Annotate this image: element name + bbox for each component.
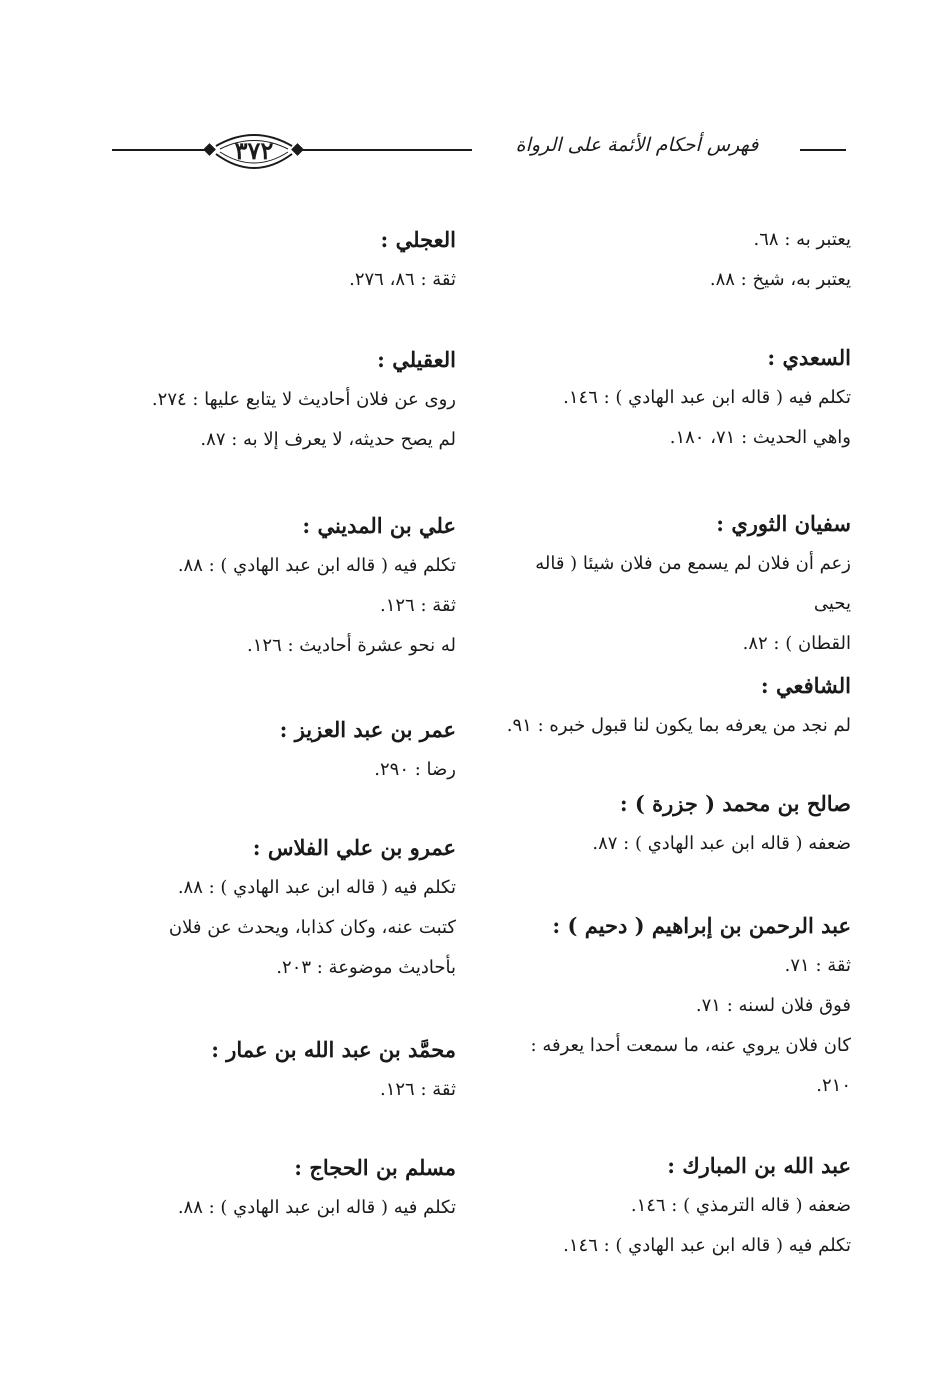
entry-line: كان فلان يروي عنه، ما سمعت أحدا يعرفه : <box>530 1035 851 1056</box>
narrator-name: عمر بن عبد العزيز : <box>279 717 456 742</box>
index-entry <box>495 784 851 864</box>
narrator-name: علي بن المديني : <box>302 513 456 538</box>
entry-line: ثقة : ٧١. <box>784 955 851 976</box>
narrator-name: محمَّد بن عبد الله بن عمار : <box>211 1037 456 1062</box>
entry-line: ثقة : ١٢٦. <box>379 1079 456 1100</box>
index-entry <box>100 220 456 300</box>
entry-line: له نحو عشرة أحاديث : ١٢٦. <box>247 635 456 656</box>
entry-line: يعتبر به، شيخ : ٨٨. <box>709 269 851 290</box>
entry-line: تكلم فيه ( قاله ابن عبد الهادي ) : ٨٨. <box>177 555 456 576</box>
entry-line: يعتبر به : ٦٨. <box>753 229 851 250</box>
entry-line: القطان ) : ٨٢. <box>742 633 851 654</box>
entry-line: ضعفه ( قاله ابن عبد الهادي ) : ٨٧. <box>592 833 851 854</box>
narrator-name: الشافعي : <box>760 673 851 698</box>
index-entry <box>495 338 851 458</box>
narrator-name: العقيلي : <box>377 347 456 372</box>
entry-line: ثقة : ١٢٦. <box>379 595 456 616</box>
header-rule-middle <box>300 149 472 151</box>
index-entry <box>495 666 851 746</box>
page-number: ٣٧٢ <box>234 136 274 165</box>
narrator-name: عبد الرحمن بن إبراهيم ( دحيم ) : <box>552 913 851 938</box>
index-entry <box>495 906 851 1106</box>
entry-line: تكلم فيه ( قاله ابن عبد الهادي ) : ١٤٦. <box>563 387 851 408</box>
index-entry <box>100 1148 456 1228</box>
entry-line: واهي الحديث : ٧١، ١٨٠. <box>669 427 851 448</box>
index-entry <box>495 1146 851 1266</box>
entry-line: ثقة : ٨٦، ٢٧٦. <box>349 269 456 290</box>
index-entry <box>100 1030 456 1110</box>
entry-line: ضعفه ( قاله الترمذي ) : ١٤٦. <box>630 1195 851 1216</box>
entry-line: تكلم فيه ( قاله ابن عبد الهادي ) : ١٤٦. <box>563 1235 851 1256</box>
entry-line: لم نجد من يعرفه بما يكون لنا قبول خبره : ٩١. <box>506 715 851 736</box>
entry-line: ٢١٠. <box>816 1075 851 1096</box>
entry-line: تكلم فيه ( قاله ابن عبد الهادي ) : ٨٨. <box>177 1197 456 1218</box>
entry-line: زعم أن فلان لم يسمع من فلان شيئا ( قاله يحيى <box>535 553 851 614</box>
page-header <box>0 0 946 200</box>
header-rule-left <box>112 149 208 151</box>
index-entry <box>495 220 851 300</box>
narrator-name: عبد الله بن المبارك : <box>667 1153 851 1178</box>
header-rule-right <box>800 149 846 151</box>
entry-line: فوق فلان لسنه : ٧١. <box>695 995 851 1016</box>
entry-line: روى عن فلان أحاديث لا يتابع عليها : ٢٧٤. <box>151 389 456 410</box>
entry-line: بأحاديث موضوعة : ٢٠٣. <box>276 957 456 978</box>
narrator-name: السعدي : <box>767 345 851 370</box>
index-entry <box>100 828 456 988</box>
entry-line: لم يصح حديثه، لا يعرف إلا به : ٨٧. <box>200 429 456 450</box>
entry-line: كتبت عنه، وكان كذابا، ويحدث عن فلان <box>168 917 456 938</box>
index-entry <box>495 504 851 664</box>
entry-line: تكلم فيه ( قاله ابن عبد الهادي ) : ٨٨. <box>177 877 456 898</box>
index-entry <box>100 710 456 790</box>
narrator-name: عمرو بن علي الفلاس : <box>252 835 456 860</box>
narrator-name: سفيان الثوري : <box>716 511 851 536</box>
index-entry <box>100 340 456 460</box>
narrator-name: مسلم بن الحجاج : <box>294 1155 456 1180</box>
narrator-name: العجلي : <box>380 227 456 252</box>
running-title: فهرس أحكام الأئمة على الرواة <box>515 134 759 156</box>
entry-line: رضا : ٢٩٠. <box>374 759 456 780</box>
index-entry <box>100 506 456 666</box>
narrator-name: صالح بن محمد ( جزرة ) : <box>619 791 851 816</box>
